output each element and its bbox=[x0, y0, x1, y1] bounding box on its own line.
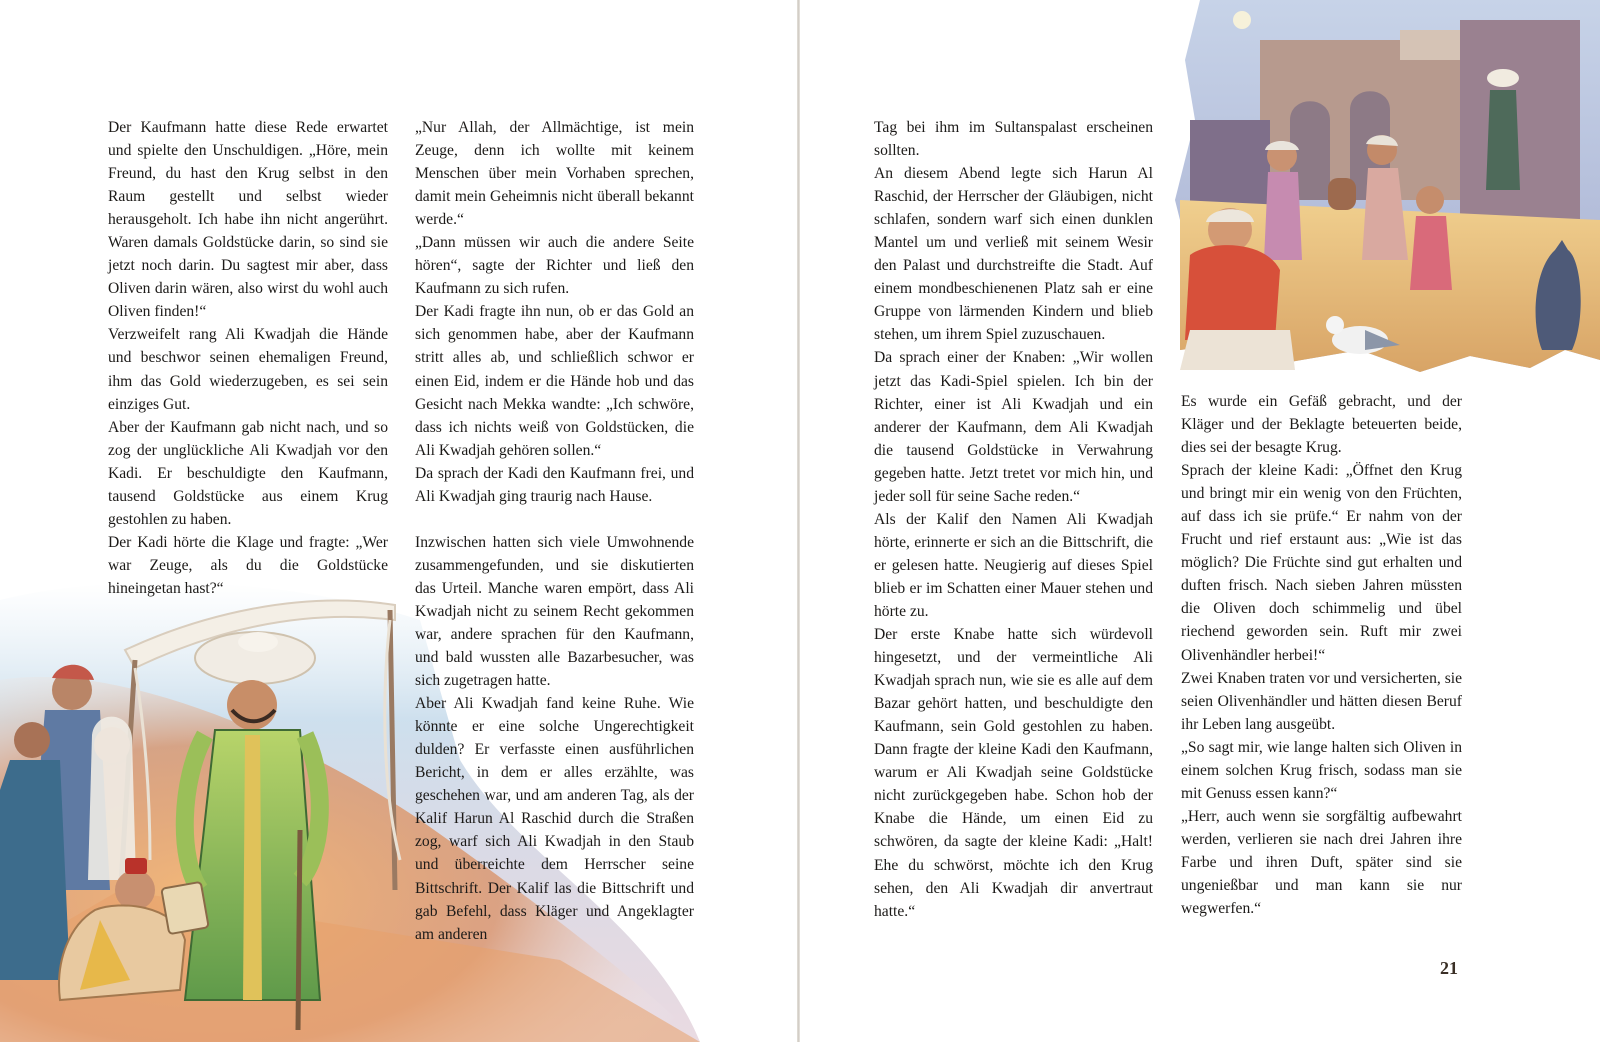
page-number: 21 bbox=[1440, 958, 1458, 978]
paragraph: Zwei Knaben traten vor und versicherten, sie seien Olivenhändler und hätten diesen Beruf ihr Leben lang ausgeübt. bbox=[1181, 669, 1463, 733]
left-column-2 bbox=[415, 116, 694, 946]
paragraph: Der Kadi hörte die Klage und fragte: „Wer war Zeuge, als du die Goldstücke hineingetan hast?“ bbox=[108, 533, 388, 597]
paragraph: „Nur Allah, der Allmächtige, ist mein Zeuge, denn ich wollte mit keinem Menschen über mein Vorhaben sprechen, damit mein Geheimnis nicht überall bekannt werde.“ bbox=[415, 119, 694, 229]
illustration-children-kadi-game bbox=[1170, 0, 1600, 392]
paragraph: „So sagt mir, wie lange halten sich Oliven in einem solchen Krug frisch, sodass man sie mit Genuss essen kann?“ bbox=[1181, 738, 1462, 802]
paragraph: Sprach der kleine Kadi: „Öffnet den Krug und bringt mir ein wenig von den Früchten, auf dass ich sie prüfe.“ Er nahm von der Frucht und rief erstaunt aus: „Wie ist das möglich? Die Früchte sind gut erhalten und duften frisch. Nach sieben Jahren müssten die Oliven doch schimmelig und übel riechend geworden sein. Ruft mir zwei Olivenhändler herbei!“ bbox=[1181, 462, 1462, 664]
right-column-2 bbox=[1181, 390, 1462, 920]
left-column-1 bbox=[108, 116, 388, 600]
paragraph: Aber Ali Kwadjah fand keine Ruhe. Wie könnte er eine solche Ungerechtigkeit dulden? Er verfasste einen ausführlichen Bericht, in dem er alles erzählte, was geschehen war, und am anderen Tag, als der Kalif Harun Al Raschid durch die Straßen zog, warf sich Ali Kwadjah in den Staub und überreichte dem Herrscher seine Bittschrift. Der Kalif las die Bittschrift und gab Befehl, dass Kläger und Angeklagter am anderen bbox=[415, 695, 694, 943]
paragraph: Es wurde ein Gefäß gebracht, und der Kläger und der Beklagte beteuerten beide, dies sei der besagte Krug. bbox=[1181, 393, 1462, 457]
paragraph: Da sprach der Kadi den Kaufmann frei, und Ali Kwadjah ging traurig nach Hause. bbox=[415, 464, 694, 505]
paragraph: „Dann müssen wir auch die andere Seite hören“, sagte der Richter und ließ den Kaufmann zu sich rufen. bbox=[415, 234, 694, 298]
paragraph: Der erste Knabe hatte sich würdevoll hingesetzt, und der vermeintliche Ali Kwadjah sprach nun, wie sie es alle auf dem Bazar gehört hatten, und beschuldigte den Kaufmann, sein Gold gestohlen zu haben. Dann fragte der kleine Kadi den Kaufmann, warum er Ali Kwadjah seine Goldstücke nicht zurückgegeben habe. Schon hob der Knabe die Hände, um einen Eid zu schwören, da sagte der kleine Kadi: „Halt! Ehe du schwörst, möchte ich den Krug sehen, den Ali Kwadjah dir anvertraut hatte.“ bbox=[874, 626, 1153, 920]
paragraph: Verzweifelt rang Ali Kwadjah die Hände und beschwor seinen ehemaligen Freund, ihm das Gold wiederzugeben, es sei sein einziges Gut. bbox=[108, 326, 388, 413]
paragraph: Inzwischen hatten sich viele Umwohnende zusammengefunden, und sie diskutierten das Urteil. Manche waren empört, dass Ali Kwadjah nicht zu seinem Recht gekommen war, andere sprachen für den Kaufmann, und bald wussten alle Bazarbesucher, was sich zugetragen hatte. bbox=[415, 533, 694, 690]
paragraph: Da sprach einer der Knaben: „Wir wollen jetzt das Kadi-Spiel spielen. Ich bin der Richter, einer ist Ali Kwadjah und ein anderer der Kaufmann, dem Ali Kwadjah die tausend Goldstücke in Verwahrung gegeben hatte. Jetzt tretet vor mich hin, und jeder soll für seine Sache reden.“ bbox=[874, 349, 1153, 505]
paragraph: „Herr, auch wenn sie sorgfältig aufbewahrt werden, verlieren sie nach drei Jahren ihre Farbe und ihren Duft, später sind sie ungenießbar und man kann sie nur wegwerfen.“ bbox=[1181, 807, 1462, 918]
paragraph: Aber der Kaufmann gab nicht nach, und so zog der unglückliche Ali Kwadjah vor den Kadi. Er beschuldigte den Kaufmann, tausend Goldstücke aus einem Krug gestohlen zu haben. bbox=[108, 418, 388, 528]
paragraph: Als der Kalif den Namen Ali Kwadjah hörte, erinnerte er sich an die Bittschrift, die er gelesen hatte. Neugierig auf dieses Spiel blieb er im Schatten einer Mauer stehen und hörte zu. bbox=[874, 510, 1153, 620]
paragraph: An diesem Abend legte sich Harun Al Raschid, der Herrscher der Gläubigen, nicht schlafen, sondern warf sich einen dunklen Mantel um und verließ mit seinem Wesir den Palast und durchstreifte die Stadt. Auf einem mondbeschienenen Platz sah er eine Gruppe von lärmenden Kindern und blieb stehen, um ihrem Spiel zuzuschauen. bbox=[874, 165, 1153, 344]
paragraph: Tag bei ihm im Sultanspalast erscheinen sollten. bbox=[874, 119, 1153, 160]
right-column-1 bbox=[874, 116, 1153, 923]
paragraph: Der Kadi fragte ihn nun, ob er das Gold an sich genommen habe, aber der Kaufmann stritt alles ab, und schließlich schwor er einen Eid, indem er die Hände hob und das Gesicht nach Mekka wandte: „Ich schwöre, dass ich nichts weiß von Goldstücken, die Ali Kwadjah gehören sollen.“ bbox=[415, 303, 694, 459]
right-page bbox=[800, 0, 1600, 1042]
left-page bbox=[0, 0, 798, 1042]
paragraph: Der Kaufmann hatte diese Rede erwartet und spielte den Unschuldigen. „Höre, mein Freund, du hast den Krug selbst in den Raum gestellt und selbst wieder herausgeholt. Ich habe ihn nicht angerührt. Waren damals Goldstücke darin, so sind sie jetzt noch darin. Du sagtest mir aber, dass Oliven darin wären, also wirst du wohl auch Oliven finden!“ bbox=[108, 119, 388, 321]
